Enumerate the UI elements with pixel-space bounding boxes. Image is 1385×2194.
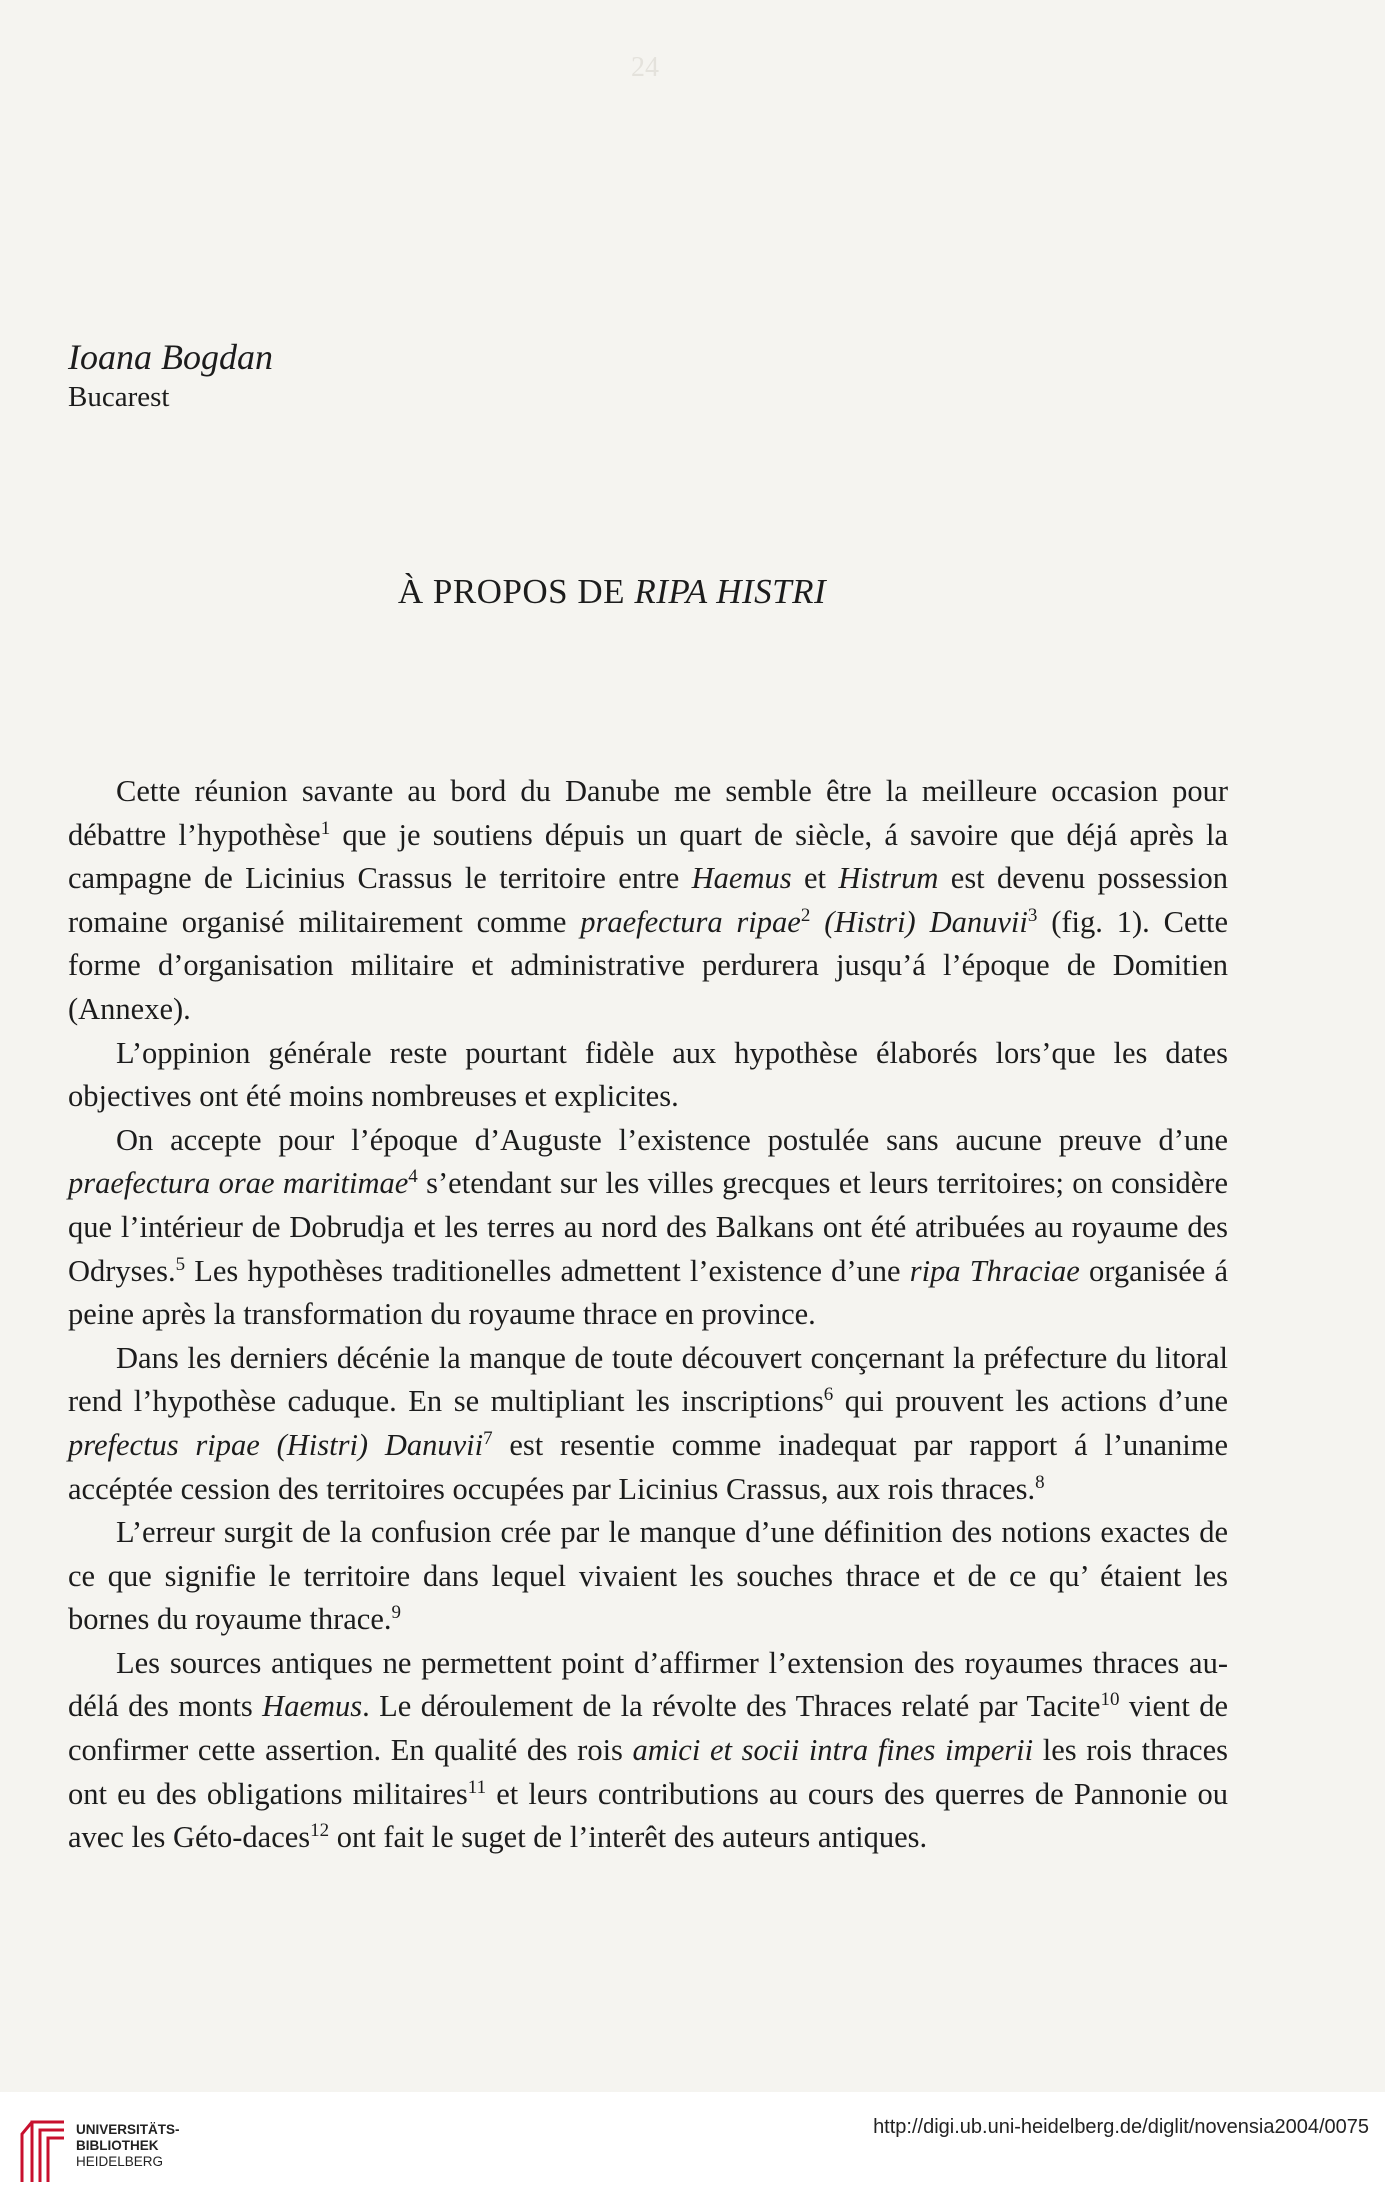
paragraph-1 xyxy=(68,770,1228,1032)
paragraph-4 xyxy=(68,1337,1228,1511)
logo-line-2: BIBLIOTHEK xyxy=(76,2138,159,2153)
italic-term: prefectus ripae (Histri) Danuvii xyxy=(68,1427,484,1462)
title-italic: RIPA HISTRI xyxy=(634,572,827,611)
footnote-ref-8[interactable]: 8 xyxy=(1035,1471,1045,1493)
text-run: s’etendant sur les villes grecques et leurs territoires; on considère que l’intérieur de Dobrudja et les terres au nord des Balkans ont été atribuées au royaume des Odryses. xyxy=(68,1166,1228,1288)
footnote-ref-2[interactable]: 2 xyxy=(800,904,811,926)
source-url-link[interactable]: http://digi.ub.uni-heidelberg.de/diglit/novensia2004/0075 xyxy=(873,2116,1369,2138)
library-logo[interactable] xyxy=(18,2100,198,2190)
footnote-ref-3[interactable]: 3 xyxy=(1027,904,1038,926)
text-run: et leurs contributions au cours des querres de Pannonie ou avec les Géto-daces xyxy=(68,1776,1228,1855)
paragraph-3 xyxy=(68,1119,1228,1337)
italic-term: Histrum xyxy=(838,861,939,896)
footnote-ref-11[interactable]: 11 xyxy=(467,1776,487,1798)
italic-term: Haemus xyxy=(262,1689,363,1724)
footnote-ref-9[interactable]: 9 xyxy=(391,1602,402,1624)
text-run: ont fait le suget de l’interêt des auteurs antiques. xyxy=(329,1820,928,1855)
text-run: est resentie comme inadequat par rapport á l’unanime accéptée cession des territoires occupées par Licinius Crassus, aux rois thraces. xyxy=(68,1427,1228,1506)
text-run: Dans les derniers décénie la manque de toute découvert conçernant la préfecture du litoral rend l’hypothèse caduque. En se multipliant les inscriptions xyxy=(68,1340,1228,1419)
library-logo-icon xyxy=(18,2112,68,2184)
text-run: Les hypothèses traditionelles admettent l’existence d’une xyxy=(185,1253,910,1288)
footnote-ref-4[interactable]: 4 xyxy=(408,1166,418,1188)
paragraph-2 xyxy=(68,1032,1228,1119)
library-logo-text xyxy=(76,2122,180,2170)
italic-term: praefectura orae maritimae xyxy=(68,1166,409,1201)
italic-term: Haemus xyxy=(691,861,792,896)
italic-term: (Histri) Danuvii xyxy=(810,904,1028,939)
digitization-footer xyxy=(0,2092,1385,2194)
footnote-ref-7[interactable]: 7 xyxy=(483,1427,493,1449)
article-body xyxy=(68,770,1228,1860)
paragraph-6 xyxy=(68,1642,1228,1860)
show-through-page-number: 24 xyxy=(631,52,659,83)
text-run: On accepte pour l’époque d’Auguste l’existence postulée sans aucune preuve d’une xyxy=(116,1122,1228,1157)
text-run: organisée á peine après la transformation du royaume thrace en province. xyxy=(68,1253,1228,1332)
text-run: L’erreur surgit de la confusion crée par le manque d’une définition des notions exactes de ce que signifie le territoire dans lequel vivaient les souches thrace et de ce qu’ étaient les bornes du royaume thrace. xyxy=(68,1515,1228,1637)
footnote-ref-1[interactable]: 1 xyxy=(320,817,331,839)
title-prefix: À PROPOS DE xyxy=(397,572,635,611)
text-run: et xyxy=(791,861,839,896)
author-name: Ioana Bogdan xyxy=(68,337,273,377)
text-run: (fig. 1). Cette forme d’organisation militaire et administrative perdurera jusqu’á l’époque de Domitien (Annexe). xyxy=(68,904,1228,1026)
footnote-ref-6[interactable]: 6 xyxy=(823,1384,834,1406)
logo-line-3: HEIDELBERG xyxy=(76,2154,164,2169)
text-run: Cette réunion savante au bord du Danube me semble être la meilleure occasion pour débattre l’hypothèse xyxy=(68,774,1228,852)
text-run: que je soutiens dépuis un quart de siècle, á savoire que déjá après la campagne de Licinius Crassus le territoire entre xyxy=(68,817,1228,896)
footnote-ref-10[interactable]: 10 xyxy=(1100,1689,1120,1711)
author-block xyxy=(68,335,273,415)
italic-term: ripa Thraciae xyxy=(909,1253,1080,1288)
footnote-ref-12[interactable]: 12 xyxy=(310,1820,330,1842)
author-affiliation: Bucarest xyxy=(68,381,170,413)
text-run: L’oppinion générale reste pourtant fidèle aux hypothèse élaborés lors’que les dates objectives ont été moins nombreuses et explicites. xyxy=(68,1035,1228,1114)
italic-term: praefectura ripae xyxy=(580,904,801,939)
text-run: est devenu possession romaine organisé militairement comme xyxy=(68,861,1228,939)
italic-term: amici et socii intra fines imperii xyxy=(632,1733,1034,1768)
paragraph-5 xyxy=(68,1511,1228,1642)
footnote-ref-5[interactable]: 5 xyxy=(175,1253,186,1275)
text-run: vient de confirmer cette assertion. En qualité des rois xyxy=(68,1689,1228,1768)
text-run: les rois thraces ont eu des obligations militaires xyxy=(68,1733,1228,1811)
logo-line-1: UNIVERSITÄTS- xyxy=(76,2122,180,2137)
text-run: Les sources antiques ne permettent point d’affirmer l’extension des royaumes thraces au-délá des monts xyxy=(68,1645,1228,1724)
text-run: qui prouvent les actions d’une xyxy=(833,1384,1228,1419)
text-run: . Le déroulement de la révolte des Thraces relaté par Tacite xyxy=(362,1689,1101,1724)
article-title xyxy=(0,572,1224,612)
